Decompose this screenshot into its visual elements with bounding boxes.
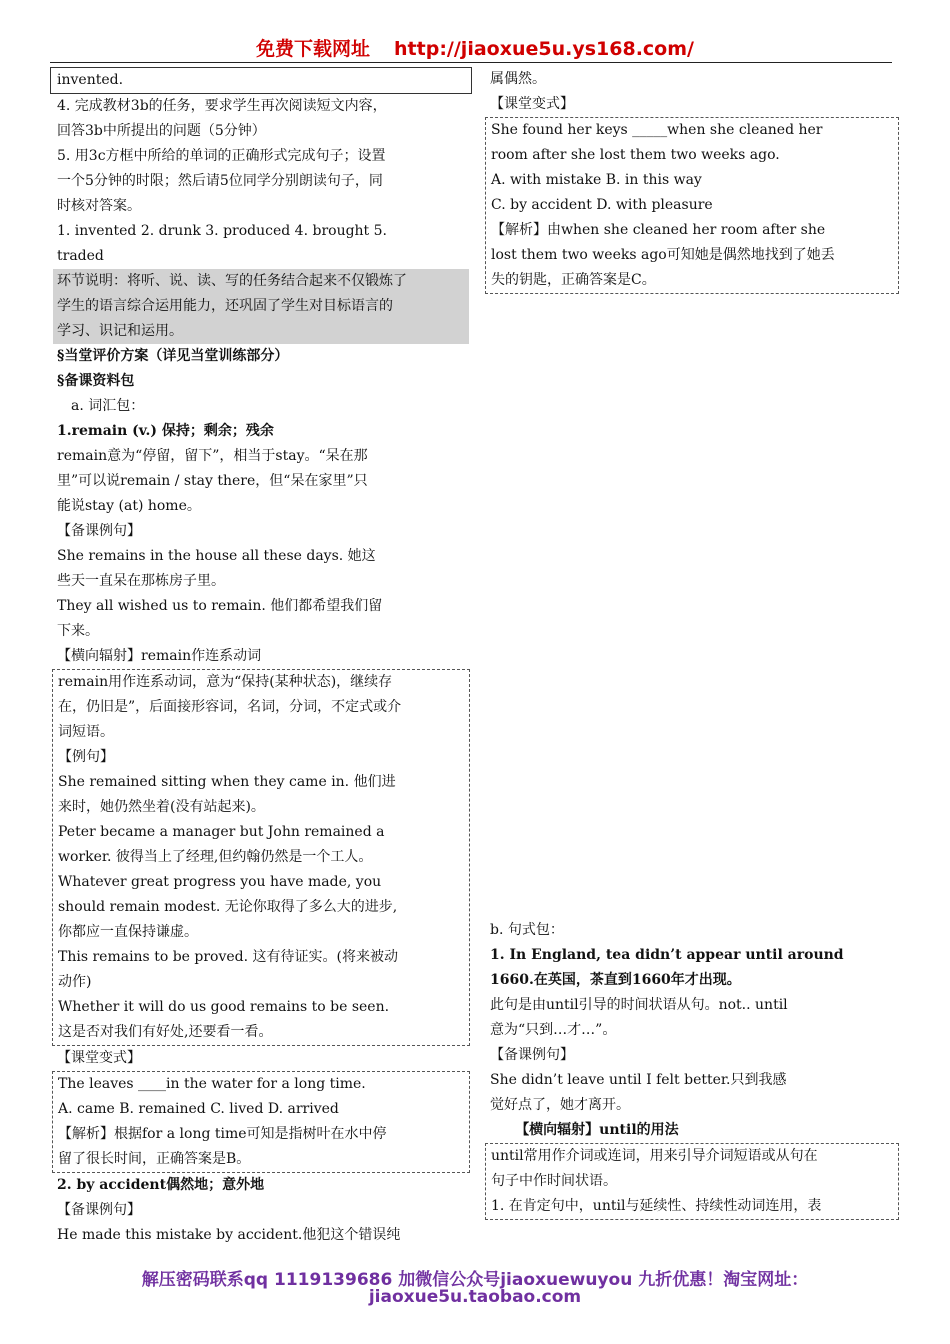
box-line: 词短语。 [58,724,114,740]
class-variation-label: 【课堂变式】 [490,96,574,112]
radiation-box [52,669,470,1046]
box-line: 这是否对我们有好处,还要看一看。 [58,1024,273,1040]
answers-line: traded [57,248,104,264]
box-line: lost them two weeks ago可知她是偶然地找到了她丢 [491,247,835,263]
box-line: 1. 在肯定句中，until与延续性、持续性动词连用，表 [491,1198,822,1214]
box-line: should remain modest. 无论你取得了多么大的进步, [58,899,398,915]
box-line: 句子中作时间状语。 [491,1173,617,1189]
step5-line: 时核对答案。 [57,198,141,214]
left-column [57,67,465,1248]
step5-line: 5. 用3c方框中所给的单词的正确形式完成句子；设置 [57,148,386,164]
sentence-desc: 意为“只到…才…”。 [490,1022,617,1038]
radiation-box [485,1143,899,1220]
header-url[interactable]: http://jiaoxue5u.ys168.com/ [394,38,694,60]
example-line: 些天一直呆在那栋房子里。 [57,573,225,589]
box-line: The leaves ____in the water for a long time. [58,1076,366,1092]
footer-contact: 解压密码联系qq 1119139686 加微信公众号jiaoxuewuyou 九折优惠！淘宝网址： [141,1270,809,1290]
accident-heading: 2. by accident偶然地；意外地 [57,1177,265,1193]
example-line: She remains in the house all these days. 她这 [57,548,376,564]
remain-desc-line: 里”可以说remain / stay there，但“呆在家里”只 [57,473,368,489]
right-column [490,67,894,1220]
class-variation-box [485,117,899,294]
box-line: 在，仍旧是”，后面接形容词，名词，分词，不定式或介 [58,699,402,715]
example-line: They all wished us to remain. 他们都希望我们留 [57,598,383,614]
remain-desc-line: remain意为“停留，留下”，相当于stay。“呆在那 [57,448,368,464]
blank-space [490,294,894,918]
example-line: He made this mistake by accident.他犯这个错误纯 [57,1227,401,1243]
box-line: She remained sitting when they came in. 他们进 [58,774,396,790]
section-note [53,269,469,344]
answers-line: 1. invented 2. drunk 3. produced 4. brought 5. [57,223,387,239]
example-line: 下来。 [57,623,99,639]
box-line: 动作) [58,974,92,990]
radiation-heading: 【横向辐射】until的用法 [515,1122,679,1138]
box-line: 失的钥匙，正确答案是C。 [491,272,656,288]
note-line: 环节说明：将听、说、读、写的任务结合起来不仅锻炼了 [57,273,407,289]
remain-desc-line: 能说stay (at) home。 [57,498,201,514]
box-line: She found her keys _____when she cleaned her [491,122,823,138]
box-line: Peter became a manager but John remained a [58,824,385,840]
header-label: 免费下载网址 [256,38,371,60]
step4-line: 回答3b中所提出的问题（5分钟） [57,123,266,139]
box-line: Whether it will do us good remains to be seen. [58,999,390,1015]
eval-heading: §当堂评价方案（详见当堂训练部分） [57,348,289,364]
step5-line: 一个5分钟的时限；然后请5位同学分别朗读句子，同 [57,173,383,189]
box-line: Whatever great progress you have made, you [58,874,382,890]
examples-label: 【备课例句】 [490,1047,574,1063]
invented-box [50,67,472,94]
box-line: A. came B. remained C. lived D. arrived [58,1101,339,1117]
box-line: 【解析】由when she cleaned her room after she [491,222,826,238]
radiation-heading: 【横向辐射】remain作连系动词 [57,648,262,664]
step4-line: 4. 完成教材3b的任务，要求学生再次阅读短文内容， [57,98,387,114]
page-header [0,34,950,61]
sentence-heading: 1. In England, tea didn’t appear until around [490,947,844,963]
example-line: 觉好点了，她才离开。 [490,1097,630,1113]
vocab-label: a. 词汇包： [71,398,145,414]
box-line: until常用作介词或连词，用来引导介词短语或从句在 [491,1148,818,1164]
continued-line: 属偶然。 [490,71,546,87]
box-line: A. with mistake B. in this way [491,172,702,188]
box-line: C. by accident D. with pleasure [491,197,713,213]
pack-heading: §备课资料包 [57,373,135,389]
examples-label: 【备课例句】 [57,523,141,539]
box-line: remain用作连系动词，意为“保持(某种状态)，继续存 [58,674,393,690]
note-line: 学生的语言综合运用能力，还巩固了学生对目标语言的 [57,298,393,314]
box-line: 留了很长时间，正确答案是B。 [58,1151,251,1167]
box-line: 你都应一直保持谦虚。 [58,924,198,940]
box-line: room after she lost them two weeks ago. [491,147,780,163]
examples-label: 【备课例句】 [57,1202,141,1218]
sentence-heading: 1660.在英国，茶直到1660年才出现。 [490,972,741,988]
example-line: She didn’t leave until I felt better.只到我感 [490,1072,787,1088]
sentence-label: b. 句式包： [490,922,564,938]
box-line: 【解析】根据for a long time可知是指树叶在水中停 [58,1126,387,1142]
footer-shop-link[interactable]: jiaoxue5u.taobao.com [368,1287,582,1307]
box-line: 【例句】 [58,749,114,765]
header-divider [50,62,892,63]
remain-heading: 1.remain (v.) 保持；剩余；残余 [57,423,274,439]
box-line: worker. 彼得当上了经理,但约翰仍然是一个工人。 [58,849,373,865]
note-line: 学习、识记和运用。 [57,323,183,339]
class-variation-box [52,1071,470,1173]
text-line: invented. [57,72,124,88]
sentence-desc: 此句是由until引导的时间状语从句。not.. until [490,997,788,1013]
box-line: This remains to be proved. 这有待证实。(将来被动 [58,949,398,965]
class-variation-label: 【课堂变式】 [57,1050,141,1066]
box-line: 来时，她仍然坐着(没有站起来)。 [58,799,265,815]
